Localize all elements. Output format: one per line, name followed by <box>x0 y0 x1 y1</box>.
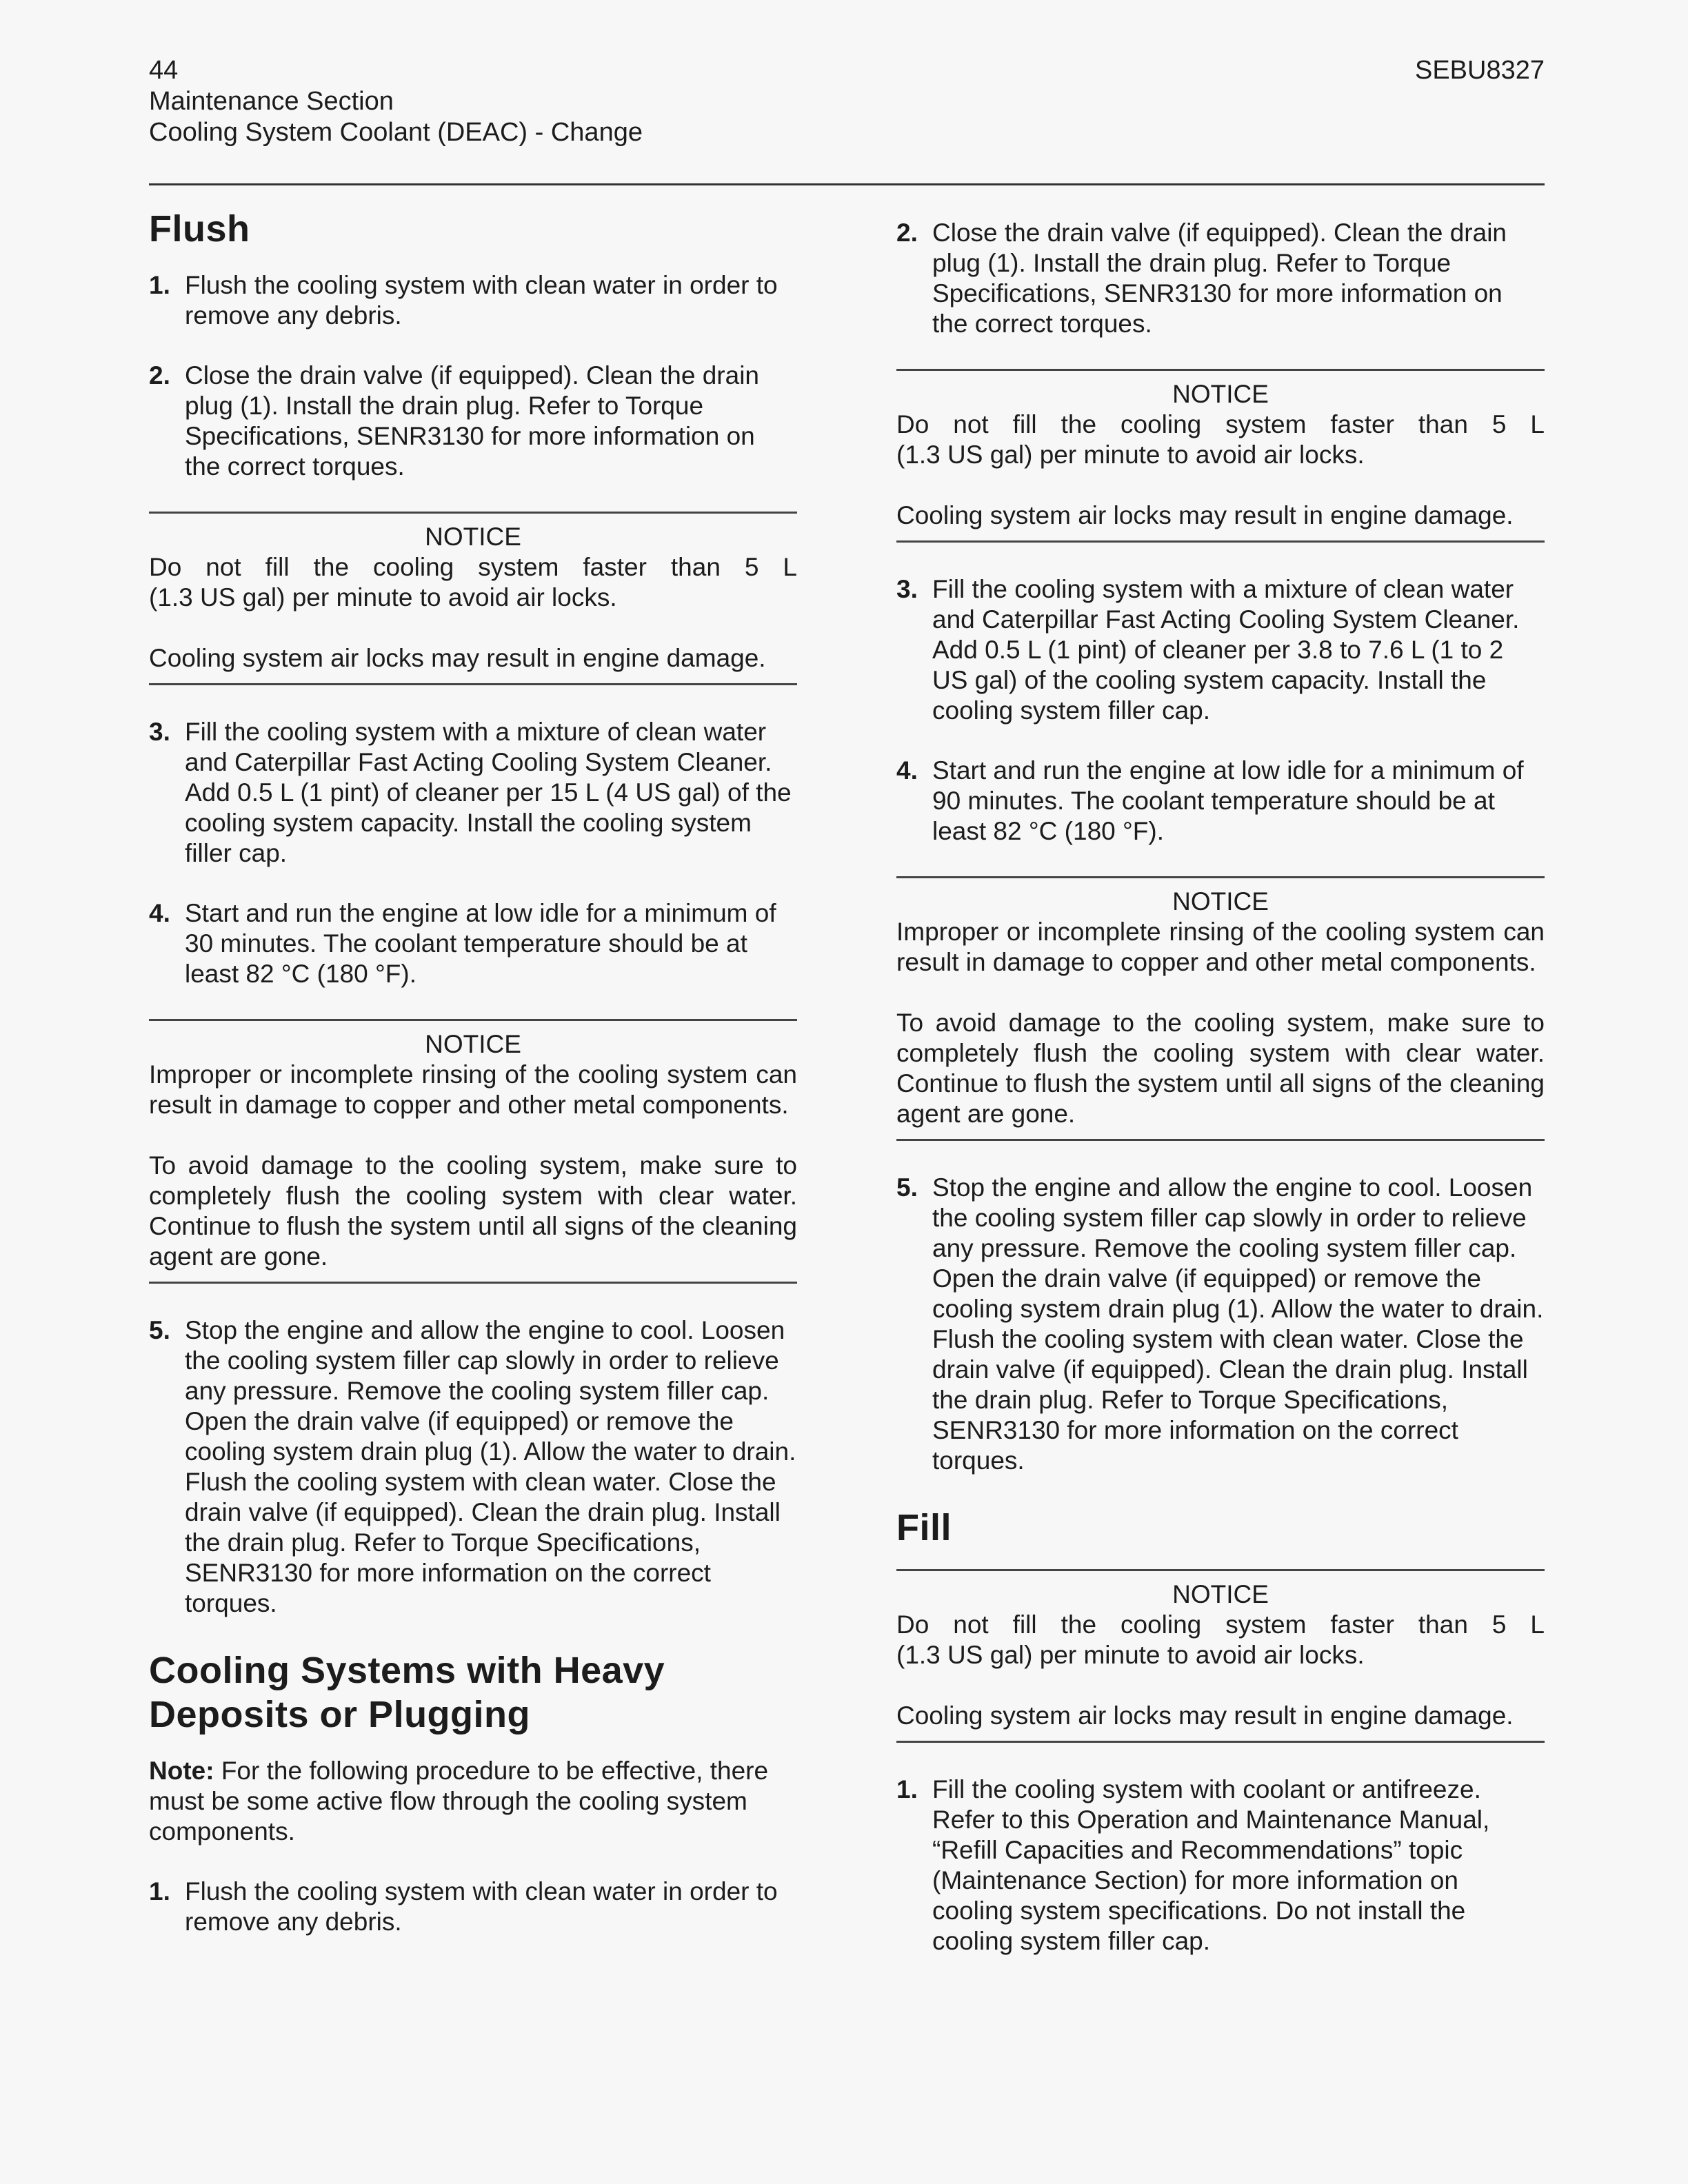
left-column <box>149 207 797 1967</box>
notice-text: Cooling system air locks may result in engine damage. <box>896 1701 1514 1730</box>
notice-box <box>896 876 1545 1141</box>
step-number: 1. <box>896 1775 918 1803</box>
step-text: Close the drain valve (if equipped). Clean the drain plug (1). Install the drain plug. Refer to Torque Specifications, SENR3130 for more information on the correct torques. <box>185 361 759 481</box>
notice-text: Improper or incomplete rinsing of the cooling system can result in damage to copper and other metal components. <box>896 918 1545 976</box>
document-id: SEBU8327 <box>1414 56 1545 85</box>
header-divider <box>149 183 1545 185</box>
step-text: Fill the cooling system with a mixture of clean water and Caterpillar Fast Acting Cooling System Cleaner. Add 0.5 L (1 pint) of cleaner per 3.8 to 7.6 L (1 to 2 US gal) of the cooling system capacity. Install the cooling system filler cap. <box>932 575 1520 725</box>
notice-text: Do not fill the cooling system faster than 5 L <box>896 410 1545 438</box>
note-paragraph <box>149 1756 797 1847</box>
step-number: 2. <box>896 219 918 247</box>
step-number: 1. <box>149 271 170 299</box>
notice-box <box>149 512 797 685</box>
step-text: Close the drain valve (if equipped). Clean the drain plug (1). Install the drain plug. Refer to Torque Specifications, SENR3130 for more information on the correct torques. <box>932 219 1507 338</box>
page-header <box>149 55 1545 148</box>
step-number: 5. <box>149 1316 170 1344</box>
notice-box <box>149 1019 797 1284</box>
step-number: 4. <box>896 756 918 785</box>
note-text: For the following procedure to be effective, there must be some active flow through the cooling system components. <box>149 1757 769 1846</box>
notice-text: (1.3 US gal) per minute to avoid air locks. <box>149 583 617 611</box>
notice-text: Improper or incomplete rinsing of the cooling system can result in damage to copper and other metal components. <box>149 1060 797 1119</box>
topic-title: Cooling System Coolant (DEAC) - Change <box>149 118 643 147</box>
section-title: Maintenance Section <box>149 87 394 116</box>
step-number: 3. <box>896 575 918 603</box>
step-text: Fill the cooling system with a mixture of clean water and Caterpillar Fast Acting Cooling System Cleaner. Add 0.5 L (1 pint) of cleaner per 15 L (4 US gal) of the cooling system capacity. Install the cooling system filler cap. <box>185 718 792 867</box>
step-number: 4. <box>149 899 170 927</box>
notice-text: To avoid damage to the cooling system, make sure to completely flush the cooling system with clear water. Continue to flush the system until all signs of the cleaning agent are gone. <box>149 1151 797 1271</box>
list-item <box>149 717 797 869</box>
list-item <box>149 1315 797 1619</box>
notice-box <box>896 1569 1545 1743</box>
note-label: Note: <box>149 1757 214 1785</box>
notice-text: Cooling system air locks may result in engine damage. <box>896 501 1514 529</box>
notice-text: (1.3 US gal) per minute to avoid air locks. <box>896 441 1365 469</box>
notice-box <box>896 369 1545 543</box>
notice-title: NOTICE <box>1172 380 1269 408</box>
right-column <box>896 218 1545 1986</box>
flush-heading: Flush <box>149 208 250 250</box>
step-text: Start and run the engine at low idle for a minimum of 90 minutes. The coolant temperature should be at least 82 °C (180 °F). <box>932 756 1524 845</box>
notice-title: NOTICE <box>1172 1580 1269 1608</box>
notice-title: NOTICE <box>1172 887 1269 916</box>
list-item <box>149 898 797 989</box>
notice-text: Do not fill the cooling system faster than 5 L <box>896 1610 1545 1639</box>
notice-text: Do not fill the cooling system faster than 5 L <box>149 553 797 581</box>
list-item <box>896 756 1545 847</box>
page-number: 44 <box>149 56 179 85</box>
step-text: Fill the cooling system with coolant or antifreeze. Refer to this Operation and Maintenance Manual, “Refill Capacities and Recommendations” topic (Maintenance Section) for more information on cooling system specifications. Do not install the cooling system filler cap. <box>932 1775 1490 1955</box>
list-item <box>896 1775 1545 1957</box>
heavy-deposits-heading: Cooling Systems with Heavy Deposits or Plugging <box>149 1650 665 1735</box>
notice-text: Cooling system air locks may result in engine damage. <box>149 644 766 672</box>
step-number: 5. <box>896 1173 918 1202</box>
step-number: 1. <box>149 1877 170 1905</box>
notice-text: (1.3 US gal) per minute to avoid air locks. <box>896 1641 1365 1669</box>
step-text: Flush the cooling system with clean water in order to remove any debris. <box>185 1877 778 1936</box>
notice-text: To avoid damage to the cooling system, make sure to completely flush the cooling system with clear water. Continue to flush the system until all signs of the cleaning agent are gone. <box>896 1009 1545 1128</box>
step-text: Stop the engine and allow the engine to cool. Loosen the cooling system filler cap slowly in order to relieve any pressure. Remove the cooling system filler cap. Open the drain valve (if equipped) or remove the cooling system drain plug (1). Allow the water to drain. Flush the cooling system with clean water. Close the drain valve (if equipped). Clean the drain plug. Install the drain plug. Refer to Torque Specifications, SENR3130 for more information on the correct torques. <box>932 1173 1544 1475</box>
list-item <box>149 270 797 331</box>
step-text: Start and run the engine at low idle for a minimum of 30 minutes. The coolant temperature should be at least 82 °C (180 °F). <box>185 899 776 988</box>
list-item <box>149 1877 797 1937</box>
notice-title: NOTICE <box>425 523 521 551</box>
list-item <box>149 361 797 482</box>
step-number: 2. <box>149 361 170 390</box>
notice-title: NOTICE <box>425 1030 521 1058</box>
list-item <box>896 1173 1545 1476</box>
step-number: 3. <box>149 718 170 746</box>
step-text: Stop the engine and allow the engine to cool. Loosen the cooling system filler cap slowly in order to relieve any pressure. Remove the cooling system filler cap. Open the drain valve (if equipped) or remove the cooling system drain plug (1). Allow the water to drain. Flush the cooling system with clean water. Close the drain valve (if equipped). Clean the drain plug. Install the drain plug. Refer to Torque Specifications, SENR3130 for more information on the correct torques. <box>185 1316 796 1617</box>
fill-heading: Fill <box>896 1507 952 1548</box>
step-text: Flush the cooling system with clean water in order to remove any debris. <box>185 271 778 330</box>
list-item <box>896 574 1545 726</box>
list-item <box>896 218 1545 339</box>
